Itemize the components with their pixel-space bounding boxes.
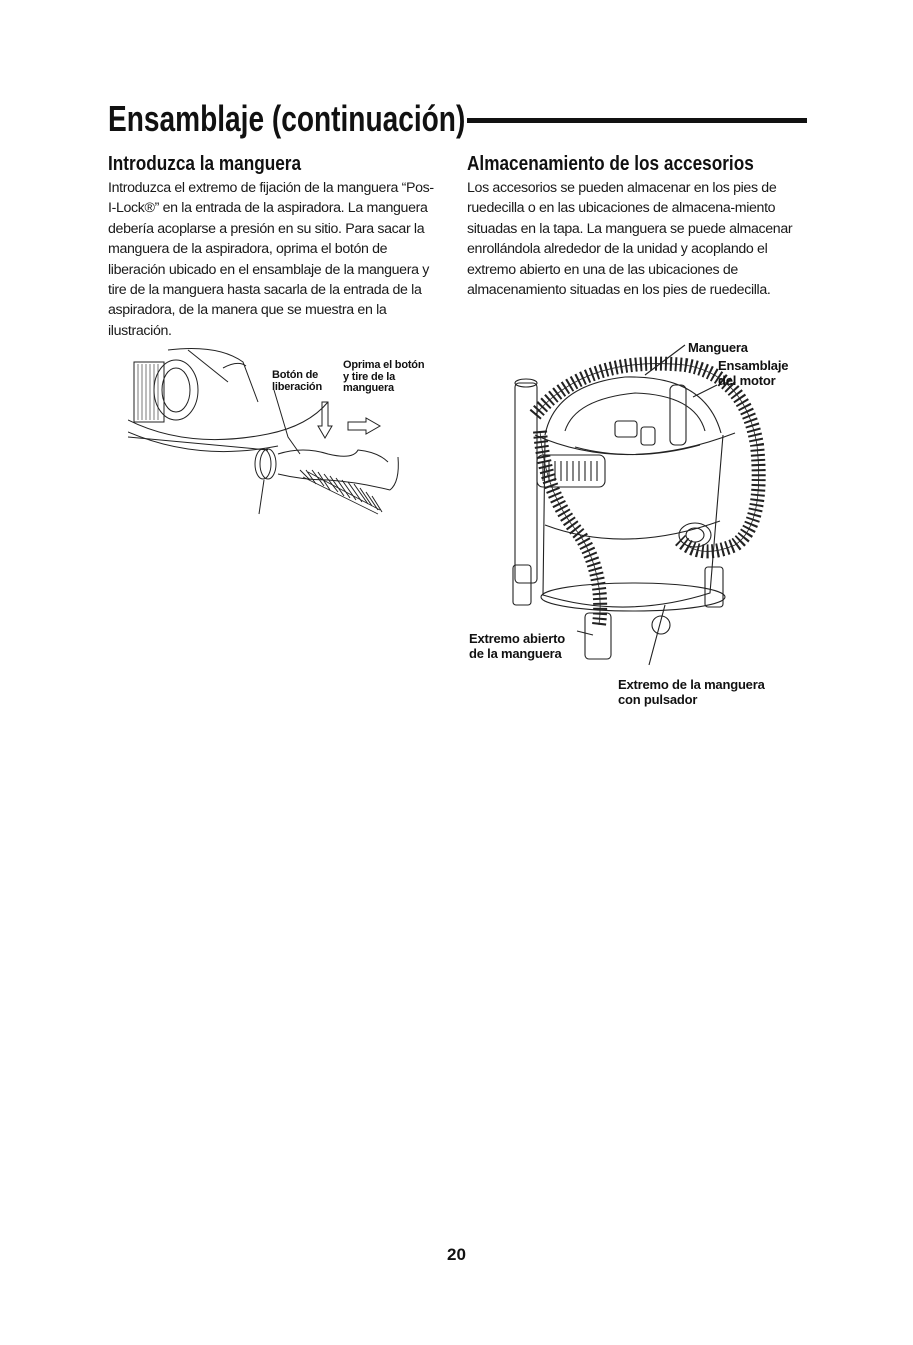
page-number: 20 (447, 1245, 466, 1264)
press-and-pull-label: Oprima el botón y tire de la manguera (343, 359, 425, 394)
page-title: Ensamblaje (continuación) (108, 98, 466, 139)
accessory-storage-paragraph: Los accesorios se pueden almacenar en los pies de ruedecilla o en las ubicaciones de almacena-miento situadas en la tapa. La manguera se puede almacenar enrollándola alrededor de la unidad y acoplando el extremo abierto en una de las ubicaciones de almacenamiento situadas en los pies de ruedecilla. (467, 180, 793, 299)
section-heading-accessory-storage: Almacenamiento de los accesorios (467, 153, 754, 175)
title-rule (467, 118, 807, 123)
hose-fitting-end-label: Extremo de la manguera con pulsador (618, 677, 765, 707)
hose-label: Manguera (688, 340, 748, 355)
motor-assembly-label: Ensamblaje del motor (718, 358, 789, 388)
section-heading-insert-hose: Introduzca la manguera (108, 153, 302, 175)
insert-hose-paragraph: Introduzca el extremo de fijación de la manguera “Pos-I-Lock®” en la entrada de la aspiradora. La manguera debería acoplarse a presión en su sitio. Para sacar la manguera de la aspiradora, oprima el botón de liberación ubicado en el ensamblaje de la manguera y tire de la manguera hasta sacarla de la entrada de la aspiradora, de la manera que se muestra en la ilustración. (108, 180, 434, 339)
release-button-label: Botón de liberación (272, 369, 322, 393)
open-hose-end-label: Extremo abierto de la manguera (469, 631, 565, 661)
